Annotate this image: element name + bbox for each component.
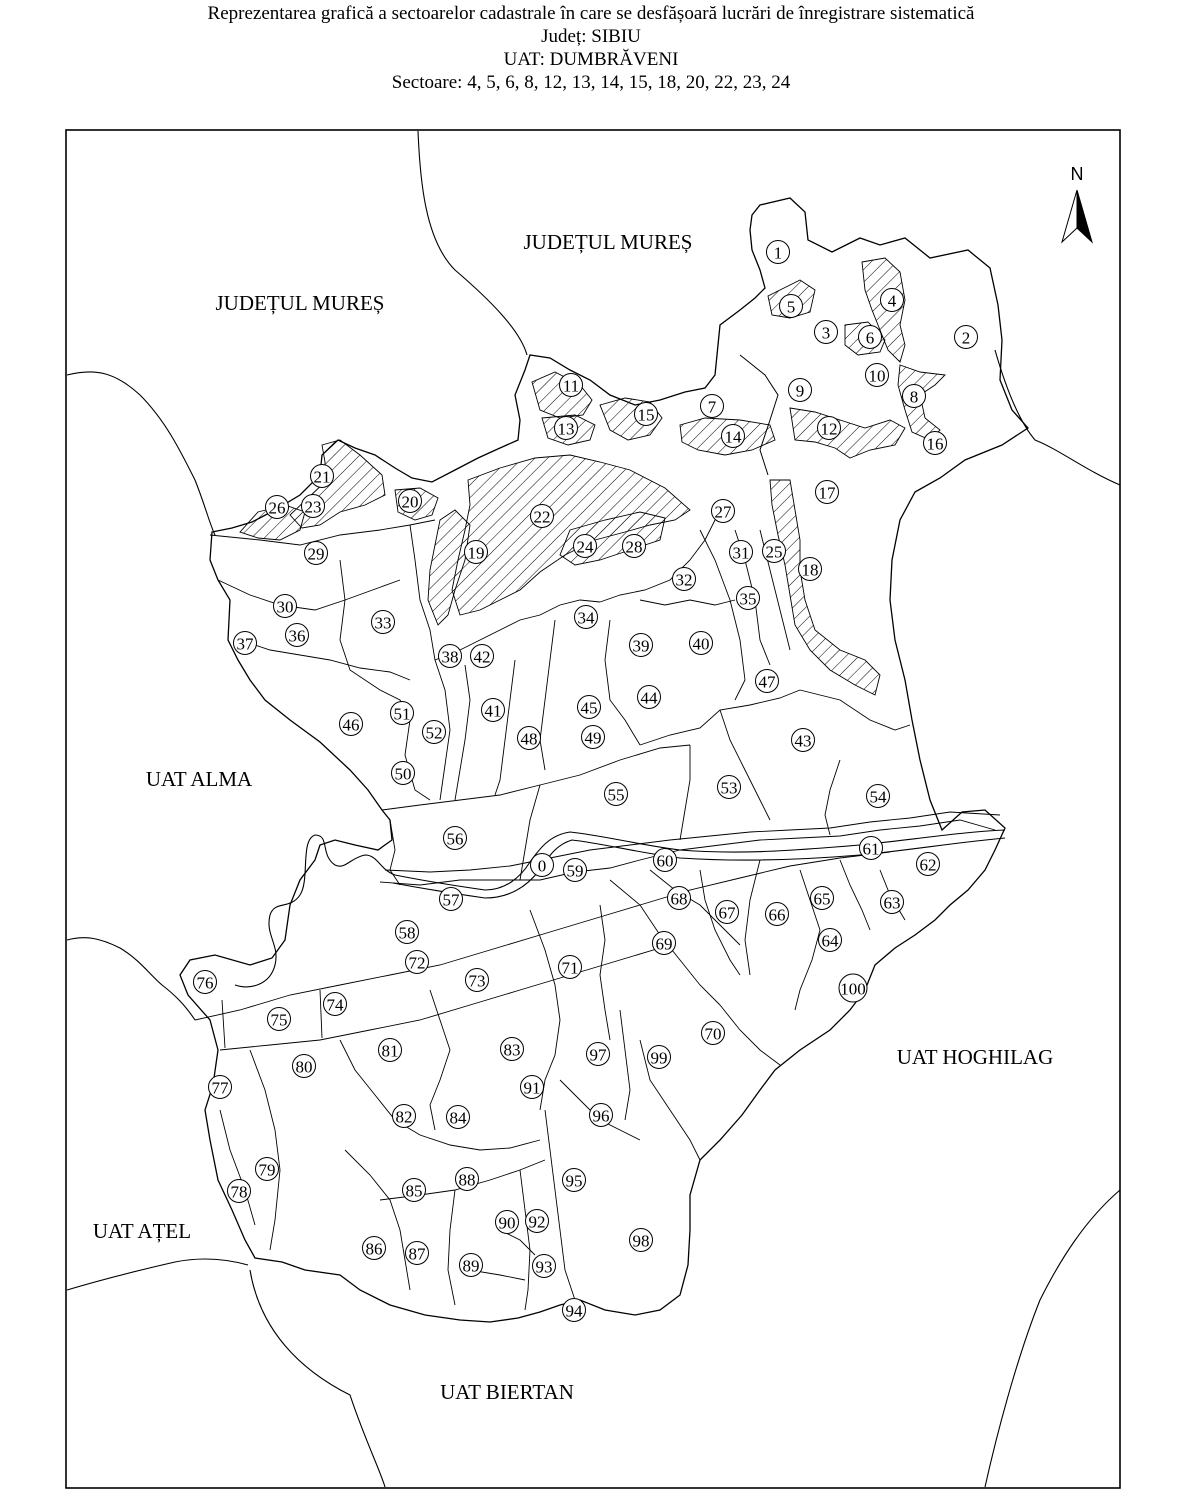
sector-number: 86 xyxy=(365,1239,383,1259)
region-label: UAT HOGHILAG xyxy=(896,1045,1054,1069)
sector-marker-14 xyxy=(722,425,745,448)
sector-number: 84 xyxy=(449,1108,467,1128)
sector-number: 0 xyxy=(537,856,547,876)
sector-number: 98 xyxy=(632,1231,650,1251)
sector-number: 63 xyxy=(883,893,901,913)
sector-marker-23 xyxy=(302,495,325,518)
sector-number: 73 xyxy=(468,971,486,991)
sector-number: 66 xyxy=(768,905,786,925)
sector-marker-33 xyxy=(372,611,395,634)
sector-marker-22 xyxy=(531,505,554,528)
sector-marker-53 xyxy=(718,776,741,799)
sector-marker-18 xyxy=(799,558,822,581)
sector-marker-58 xyxy=(396,921,419,944)
sector-number: 80 xyxy=(295,1057,313,1077)
sector-marker-1 xyxy=(767,241,790,264)
sector-marker-51 xyxy=(391,702,414,725)
sector-marker-60 xyxy=(654,849,677,872)
hatched-sectors xyxy=(240,258,945,695)
sector-marker-41 xyxy=(482,699,505,722)
sector-number: 95 xyxy=(565,1171,583,1191)
sector-marker-54 xyxy=(867,785,890,808)
sector-number: 60 xyxy=(656,851,674,871)
sector-number: 94 xyxy=(565,1301,583,1321)
sector-marker-13 xyxy=(555,417,578,440)
uat-label: UAT: DUMBRĂVENI xyxy=(503,49,679,70)
sector-marker-62 xyxy=(917,853,940,876)
sector-number: 96 xyxy=(592,1106,610,1126)
sector-marker-5 xyxy=(780,295,803,318)
region-label: UAT ALMA xyxy=(145,767,253,791)
sector-marker-72 xyxy=(406,951,429,974)
sector-number: 93 xyxy=(535,1257,553,1277)
sector-number: 25 xyxy=(765,542,783,562)
sector-number: 55 xyxy=(607,785,625,805)
sector-number: 19 xyxy=(467,543,485,563)
sector-marker-68 xyxy=(668,887,691,910)
sector-number: 21 xyxy=(313,467,331,487)
sector-marker-52 xyxy=(423,721,446,744)
sector-number: 14 xyxy=(724,427,742,447)
sector-marker-59 xyxy=(564,859,587,882)
sector-marker-55 xyxy=(605,783,628,806)
sector-marker-9 xyxy=(789,379,812,402)
sector-marker-56 xyxy=(444,827,467,850)
sector-boundaries xyxy=(195,520,1000,1310)
sector-marker-100 xyxy=(839,974,867,1002)
sector-marker-80 xyxy=(293,1055,316,1078)
sector-number: 43 xyxy=(794,731,812,751)
sector-number: 45 xyxy=(580,698,598,718)
sector-number: 82 xyxy=(395,1107,413,1127)
sector-number: 2 xyxy=(961,328,971,348)
sector-marker-20 xyxy=(399,490,422,513)
sector-number: 70 xyxy=(704,1024,722,1044)
sector-number: 69 xyxy=(655,934,673,954)
sector-marker-29 xyxy=(305,542,328,565)
sector-marker-36 xyxy=(286,624,309,647)
sector-number: 9 xyxy=(795,381,805,401)
sector-number: 28 xyxy=(625,537,643,557)
sector-number: 11 xyxy=(562,376,580,396)
sector-marker-31 xyxy=(730,541,753,564)
sector-marker-67 xyxy=(716,901,739,924)
sector-marker-32 xyxy=(673,568,696,591)
sector-marker-21 xyxy=(311,465,334,488)
sector-marker-7 xyxy=(701,395,724,418)
region-label: UAT AȚEL xyxy=(92,1219,192,1243)
sectors-list: Sectoare: 4, 5, 6, 8, 12, 13, 14, 15, 18, 20, 22, 23, 24 xyxy=(391,72,791,93)
sector-marker-77 xyxy=(209,1076,232,1099)
road xyxy=(740,355,778,475)
sector-marker-69 xyxy=(653,932,676,955)
sector-number: 79 xyxy=(258,1160,276,1180)
sector-marker-24 xyxy=(574,535,597,558)
sector-number: 39 xyxy=(632,636,650,656)
sector-marker-97 xyxy=(587,1043,610,1066)
sector-marker-16 xyxy=(924,432,947,455)
region-label: UAT BIERTAN xyxy=(440,1380,574,1404)
sector-number: 33 xyxy=(374,613,392,633)
sector-marker-86 xyxy=(363,1237,386,1260)
sector-number: 35 xyxy=(739,589,757,609)
sector-marker-39 xyxy=(630,634,653,657)
sector-marker-37 xyxy=(234,632,257,655)
sector-number: 17 xyxy=(818,483,836,503)
sector-number: 12 xyxy=(820,419,838,439)
sector-marker-27 xyxy=(712,500,735,523)
sector-number: 62 xyxy=(919,855,937,875)
sector-marker-43 xyxy=(792,729,815,752)
sector-marker-70 xyxy=(702,1022,725,1045)
sector-number: 42 xyxy=(473,647,491,667)
sector-number: 34 xyxy=(577,608,595,628)
sector-number: 92 xyxy=(528,1212,546,1232)
sector-number: 89 xyxy=(462,1256,480,1276)
sector-marker-63 xyxy=(881,891,904,914)
sector-number: 24 xyxy=(576,537,594,557)
north-arrow-icon xyxy=(1062,164,1092,242)
sector-number: 31 xyxy=(732,543,750,563)
sector-number: 67 xyxy=(718,903,736,923)
sector-number: 4 xyxy=(887,291,897,311)
sector-number: 38 xyxy=(441,647,459,667)
sector-marker-6 xyxy=(859,326,882,349)
region-label: JUDEȚUL MUREȘ xyxy=(215,291,385,315)
sector-marker-82 xyxy=(393,1105,416,1128)
sector-number: 15 xyxy=(637,405,655,425)
sector-marker-84 xyxy=(447,1106,470,1129)
sector-marker-4 xyxy=(881,289,904,312)
sector-marker-44 xyxy=(638,686,661,709)
sector-marker-65 xyxy=(811,887,834,910)
sector-number: 49 xyxy=(584,728,602,748)
sector-number: 18 xyxy=(801,560,819,580)
sector-marker-73 xyxy=(466,969,489,992)
sector-number: 76 xyxy=(196,973,214,993)
sector-marker-99 xyxy=(648,1046,671,1069)
map-title: Reprezentarea grafică a sectoarelor cadastrale în care se desfășoară lucrări de înregistrare sistematică xyxy=(207,3,975,24)
sector-number: 23 xyxy=(304,497,322,517)
sector-number: 61 xyxy=(862,839,880,859)
sector-marker-25 xyxy=(763,540,786,563)
sector-number: 16 xyxy=(926,434,944,454)
sector-number: 1 xyxy=(773,243,783,263)
sector-marker-78 xyxy=(228,1180,251,1203)
sector-number: 27 xyxy=(714,502,732,522)
sector-number: 58 xyxy=(398,923,416,943)
sector-marker-75 xyxy=(268,1008,291,1031)
sector-number: 91 xyxy=(523,1078,541,1098)
sector-marker-66 xyxy=(766,903,789,926)
sector-marker-10 xyxy=(866,364,889,387)
sector-marker-87 xyxy=(406,1242,429,1265)
sector-marker-3 xyxy=(815,321,838,344)
sector-number: 85 xyxy=(405,1181,423,1201)
sector-number: 90 xyxy=(498,1213,516,1233)
sector-marker-79 xyxy=(256,1158,279,1181)
sector-marker-34 xyxy=(575,606,598,629)
sector-marker-12 xyxy=(818,417,841,440)
sector-number: 53 xyxy=(720,778,738,798)
sector-marker-50 xyxy=(392,762,415,785)
sector-marker-48 xyxy=(518,727,541,750)
sector-marker-35 xyxy=(737,587,760,610)
sector-number: 20 xyxy=(401,492,419,512)
sector-marker-64 xyxy=(819,929,842,952)
sector-number: 10 xyxy=(868,366,886,386)
sector-marker-0 xyxy=(531,854,554,877)
sector-number: 56 xyxy=(446,829,464,849)
sector-marker-38 xyxy=(439,645,462,668)
sector-number: 13 xyxy=(557,419,575,439)
sector-marker-95 xyxy=(563,1169,586,1192)
sector-number: 5 xyxy=(786,297,796,317)
sector-marker-92 xyxy=(526,1210,549,1233)
sector-number: 36 xyxy=(288,626,306,646)
sector-marker-81 xyxy=(379,1039,402,1062)
sector-number: 6 xyxy=(865,328,875,348)
sector-number: 77 xyxy=(211,1078,229,1098)
sector-number: 87 xyxy=(408,1244,426,1264)
sector-marker-49 xyxy=(582,726,605,749)
sector-number: 48 xyxy=(520,729,538,749)
sector-number: 37 xyxy=(236,634,254,654)
sector-marker-90 xyxy=(496,1211,519,1234)
sector-marker-8 xyxy=(903,385,926,408)
sector-number: 8 xyxy=(909,387,919,407)
sector-marker-89 xyxy=(460,1254,483,1277)
sector-number: 59 xyxy=(566,861,584,881)
sector-marker-93 xyxy=(533,1255,556,1278)
sector-marker-94 xyxy=(563,1299,586,1322)
sector-number: 52 xyxy=(425,723,443,743)
sector-number: 51 xyxy=(393,704,411,724)
sector-number: 26 xyxy=(268,498,286,518)
sector-marker-28 xyxy=(623,535,646,558)
sector-number: 83 xyxy=(503,1040,521,1060)
sector-marker-30 xyxy=(274,595,297,618)
sector-marker-15 xyxy=(635,403,658,426)
sector-number: 7 xyxy=(707,397,717,417)
sector-number: 29 xyxy=(307,544,325,564)
sector-number: 46 xyxy=(342,715,360,735)
sector-number: 100 xyxy=(840,979,866,999)
sector-number: 50 xyxy=(394,764,412,784)
sector-number: 40 xyxy=(692,634,710,654)
sector-marker-85 xyxy=(403,1179,426,1202)
sector-marker-83 xyxy=(501,1038,524,1061)
sector-marker-61 xyxy=(860,837,883,860)
sector-number: 72 xyxy=(408,953,426,973)
sector-number: 32 xyxy=(675,570,693,590)
sector-number: 47 xyxy=(758,672,776,692)
sector-number: 71 xyxy=(561,958,579,978)
sector-marker-47 xyxy=(756,670,779,693)
sector-marker-88 xyxy=(456,1168,479,1191)
sector-marker-74 xyxy=(324,993,347,1016)
sector-marker-98 xyxy=(630,1229,653,1252)
river-bank xyxy=(393,838,1005,898)
sector-marker-71 xyxy=(559,956,582,979)
sector-number: 74 xyxy=(326,995,344,1015)
sector-number: 57 xyxy=(442,890,460,910)
sector-number: 65 xyxy=(813,889,831,909)
sector-number: 81 xyxy=(381,1041,399,1061)
sector-marker-19 xyxy=(465,541,488,564)
sector-marker-91 xyxy=(521,1076,544,1099)
sector-number: 99 xyxy=(650,1048,668,1068)
sector-number: 75 xyxy=(270,1010,288,1030)
county-label: Județ: SIBIU xyxy=(541,26,641,47)
sector-marker-2 xyxy=(955,326,978,349)
sector-number: 54 xyxy=(869,787,887,807)
north-label: N xyxy=(1070,164,1084,184)
sector-number: 44 xyxy=(640,688,658,708)
sector-marker-96 xyxy=(590,1104,613,1127)
sector-marker-46 xyxy=(340,713,363,736)
sector-marker-42 xyxy=(471,645,494,668)
region-label: JUDEȚUL MUREȘ xyxy=(523,230,693,254)
sector-number: 68 xyxy=(670,889,688,909)
sector-number: 88 xyxy=(458,1170,476,1190)
sector-marker-26 xyxy=(266,496,289,519)
sector-marker-76 xyxy=(194,971,217,994)
sector-marker-11 xyxy=(560,374,583,397)
sector-marker-57 xyxy=(440,888,463,911)
sector-number: 30 xyxy=(276,597,294,617)
sector-marker-45 xyxy=(578,696,601,719)
sector-number: 3 xyxy=(821,323,831,343)
sector-number: 41 xyxy=(484,701,502,721)
sector-number: 64 xyxy=(821,931,839,951)
sector-number: 97 xyxy=(589,1045,607,1065)
sector-marker-17 xyxy=(816,481,839,504)
sector-number: 78 xyxy=(230,1182,248,1202)
sector-number: 22 xyxy=(533,507,551,527)
sector-marker-40 xyxy=(690,632,713,655)
